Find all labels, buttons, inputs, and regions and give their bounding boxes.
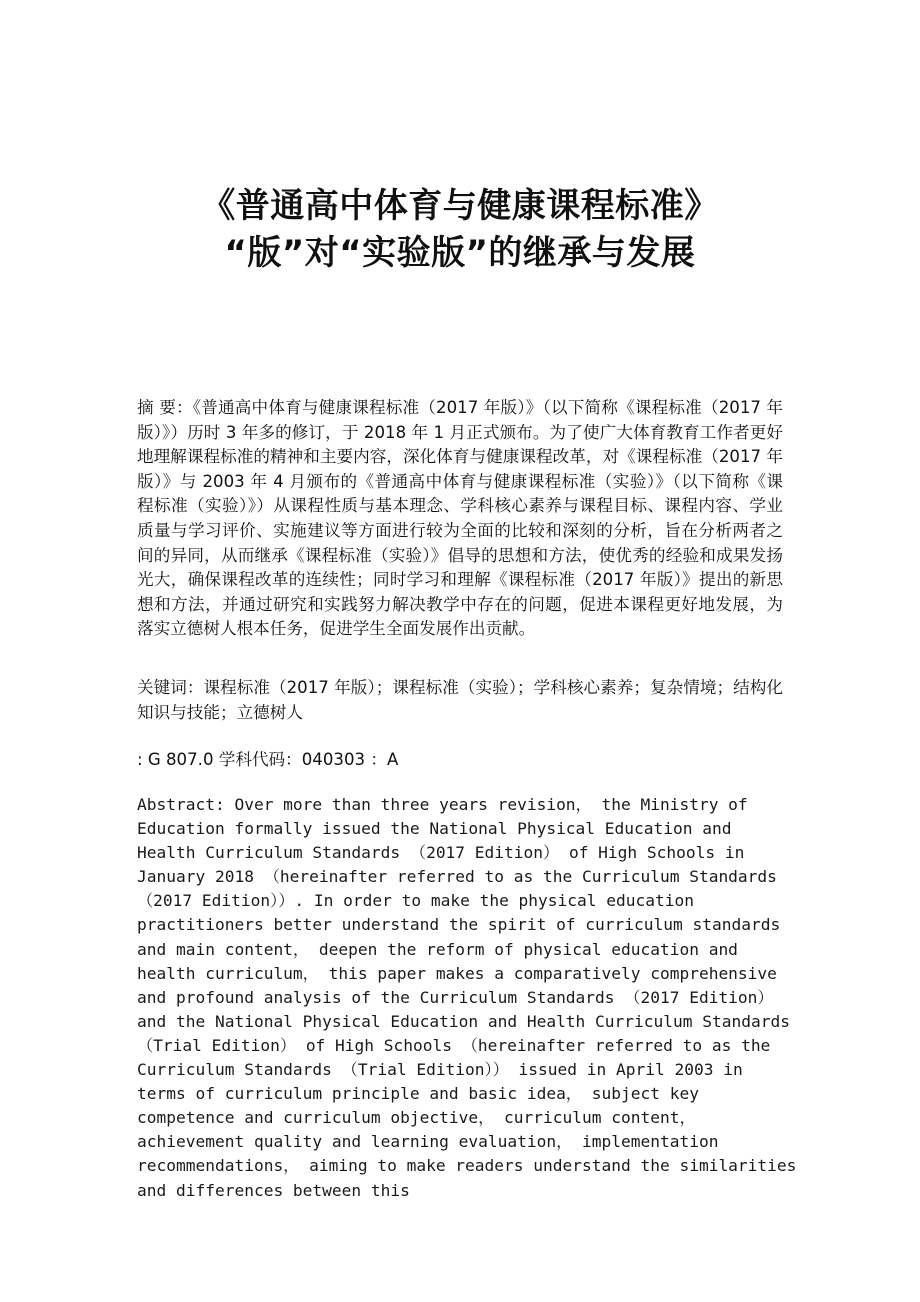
english-abstract-text: Abstract: Over more than three years revision， the Ministry of Education formally issued the National Physical Education and Health Curriculum Standards （2017 Edition） of High Schools in January 2018 （hereinafter referred to as the Curriculum Standards （2017 Edition））. In order to make the physical education practitioners better understand the spirit of curriculum standards and main content， deepen the reform of physical education and health curriculum， this paper makes a comparatively comprehensive and profound analysis of the Curriculum Standards （2017 Edition） and the National Physical Education and Health Curriculum Standards （Trial Edition） of High Schools （hereinafter referred to as the Curriculum Standards （Trial Edition）） issued in April 2003 in terms of curriculum principle and basic idea， subject key competence and curriculum objective， curriculum content， achievement quality and learning evaluation， implementation recommendations， aiming to make readers understand the similarities and differences between this — [137, 795, 807, 1200]
title-line-1: 《普通高中体育与健康课程标准》 — [201, 186, 719, 226]
title-line-2: “版”对“实验版”的继承与发展 — [224, 233, 696, 273]
classification-section — [137, 748, 783, 773]
page-title — [0, 183, 920, 277]
chinese-keywords-text: 关键词：课程标准（2017 年版）；课程标准（实验）；学科核心素养；复杂情境；结构化知识与技能；立德树人 — [137, 678, 783, 722]
english-abstract-section — [137, 793, 807, 1203]
classification-code-text: : G 807.0 学科代码：040303 ：A — [137, 750, 399, 769]
chinese-keywords-section — [137, 676, 783, 725]
chinese-abstract-text: 摘 要：《普通高中体育与健康课程标准（2017 年版）》（以下简称《课程标准（2017 年版）》）历时 3 年多的修订，于 2018 年 1 月正式颁布。为了使广大体育教育工作者更好地理解课程标准的精神和主要内容，深化体育与健康课程改革，对《课程标准（2017 年版）》与 2003 年 4 月颁布的《普通高中体育与健康课程标准（实验）》（以下简称《课程标准（实验）》）从课程性质与基本理念、学科核心素养与课程目标、课程内容、学业质量与学习评价、实施建议等方面进行较为全面的比较和深刻的分析，旨在分析两者之间的异同，从而继承《课程标准（实验）》倡导的思想和方法，使优秀的经验和成果发扬光大，确保课程改革的连续性；同时学习和理解《课程标准（2017 年版）》提出的新思想和方法，并通过研究和实践努力解决教学中存在的问题，促进本课程更好地发展，为落实立德树人根本任务，促进学生全面发展作出贡献。 — [137, 398, 783, 639]
chinese-abstract-section — [137, 396, 783, 642]
